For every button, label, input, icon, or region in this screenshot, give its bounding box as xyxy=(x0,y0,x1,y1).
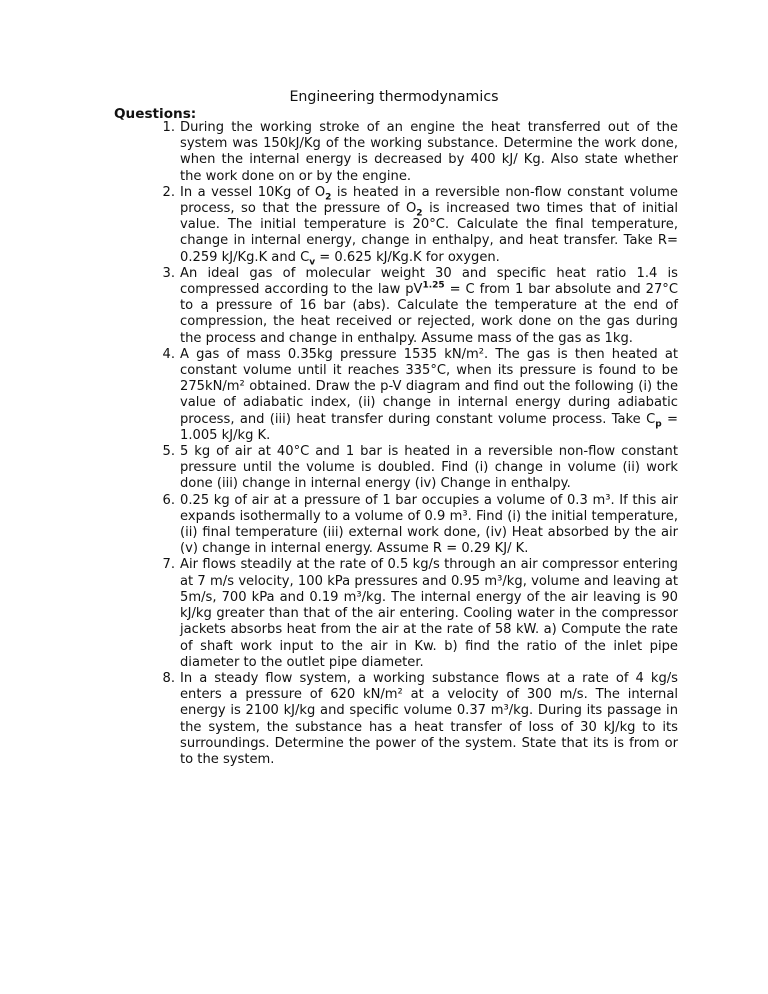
question-number: 3. xyxy=(162,265,175,281)
subscript: 2 xyxy=(416,208,423,219)
subscript: v xyxy=(309,257,316,268)
question-number: 8. xyxy=(162,670,175,686)
subscript: p xyxy=(655,419,662,430)
question-list xyxy=(162,120,679,768)
question-text: In a steady flow system, a working substance flows at a rate of 4 kg/s enters a pressure of 620 kN/m² at a velocity of 300 m/s. The internal energy is 2100 kJ/kg and specific volume 0.37 m³/kg. During its passage in the system, the substance has a heat transfer of loss of 30 kJ/kg to its surroundings. Determine the power of the system. State that its is from or to the system. xyxy=(180,670,678,767)
question-number: 5. xyxy=(162,444,175,460)
question-number: 6. xyxy=(162,492,175,508)
question-item xyxy=(162,670,678,768)
subscript: 2 xyxy=(325,192,332,203)
question-text: 0.25 kg of air at a pressure of 1 bar occupies a volume of 0.3 m³. If this air expands isothermally to a volume of 0.9 m³. Find (i) the initial temperature, (ii) final temperature (iii) external work done, (iv) Heat absorbed by the air (v) change in internal energy. Assume R = 0.29 KJ/ K. xyxy=(180,492,678,557)
question-text: During the working stroke of an engine the heat transferred out of the system was 150kJ/Kg of the working substance. Determine the work done, when the internal energy is decreased by 400 kJ/ Kg. Also state whether the work done on or by the engine. xyxy=(180,120,678,184)
question-item xyxy=(162,492,678,558)
question-text: is increased two times that of initial value. The initial temperature is 20°C. Calculate the final temperature, change in internal energy, change in enthalpy, and heat transfer. Take R= 0.259 kJ/Kg.K and C xyxy=(180,201,678,265)
superscript: 1.25 xyxy=(422,280,445,291)
question-text: A gas of mass 0.35kg pressure 1535 kN/m². The gas is then heated at constant volume until it reaches 335°C, when its pressure is found to be 275kN/m² obtained. Draw the p-V diagram and find out the following (i) the value of adiabatic index, (ii) change in internal energy during adiabatic process, and (iii) heat transfer during constant volume process. Take C xyxy=(180,346,678,427)
question-item xyxy=(162,444,678,493)
question-number: 7. xyxy=(162,557,175,573)
question-item xyxy=(162,557,678,670)
question-text: An ideal gas of molecular weight 30 and specific heat ratio 1.4 is compressed according to the law pV xyxy=(180,265,678,298)
question-text: = 1.005 kJ/kg K. xyxy=(180,411,679,443)
question-item xyxy=(162,265,678,347)
question-item xyxy=(162,120,678,185)
question-text: = 0.625 kJ/Kg.K for oxygen. xyxy=(315,249,500,265)
questions-heading: Questions: xyxy=(114,106,197,122)
question-number: 2. xyxy=(162,184,175,200)
question-text: Air flows steadily at the rate of 0.5 kg/s through an air compressor entering at 7 m/s velocity, 100 kPa pressures and 0.95 m³/kg, volume and leaving at 5m/s, 700 kPa and 0.19 m³/kg. The internal energy of the air leaving is 90 kJ/kg greater than that of the air entering. Cooling water in the compressor jackets absorbs heat from the air at the rate of 58 kW. a) Compute the rate of shaft work input to the air in Kw. b) find the ratio of the inlet pipe diameter to the outlet pipe diameter. xyxy=(180,557,678,670)
question-text: In a vessel 10Kg of O xyxy=(180,184,326,200)
document-title: Engineering thermodynamics xyxy=(289,89,499,105)
question-number: 1. xyxy=(162,120,175,135)
question-text: 5 kg of air at 40°C and 1 bar is heated in a reversible non-flow constant pressure until the volume is doubled. Find (i) change in volume (ii) work done (iii) change in internal energy (iv) Change in enthalpy. xyxy=(180,444,678,492)
question-item xyxy=(162,346,679,444)
question-text: = C from 1 bar absolute and 27°C to a pressure of 16 bar (abs). Calculate the temperature at the end of compression, the heat received or rejected, work done on the gas during the process and change in enthalpy. Assume mass of the gas as 1kg. xyxy=(180,282,678,346)
question-number: 4. xyxy=(162,346,175,362)
question-item xyxy=(162,184,678,268)
question-text: is heated in a reversible non-flow constant volume process, so that the pressure of O xyxy=(180,184,678,217)
